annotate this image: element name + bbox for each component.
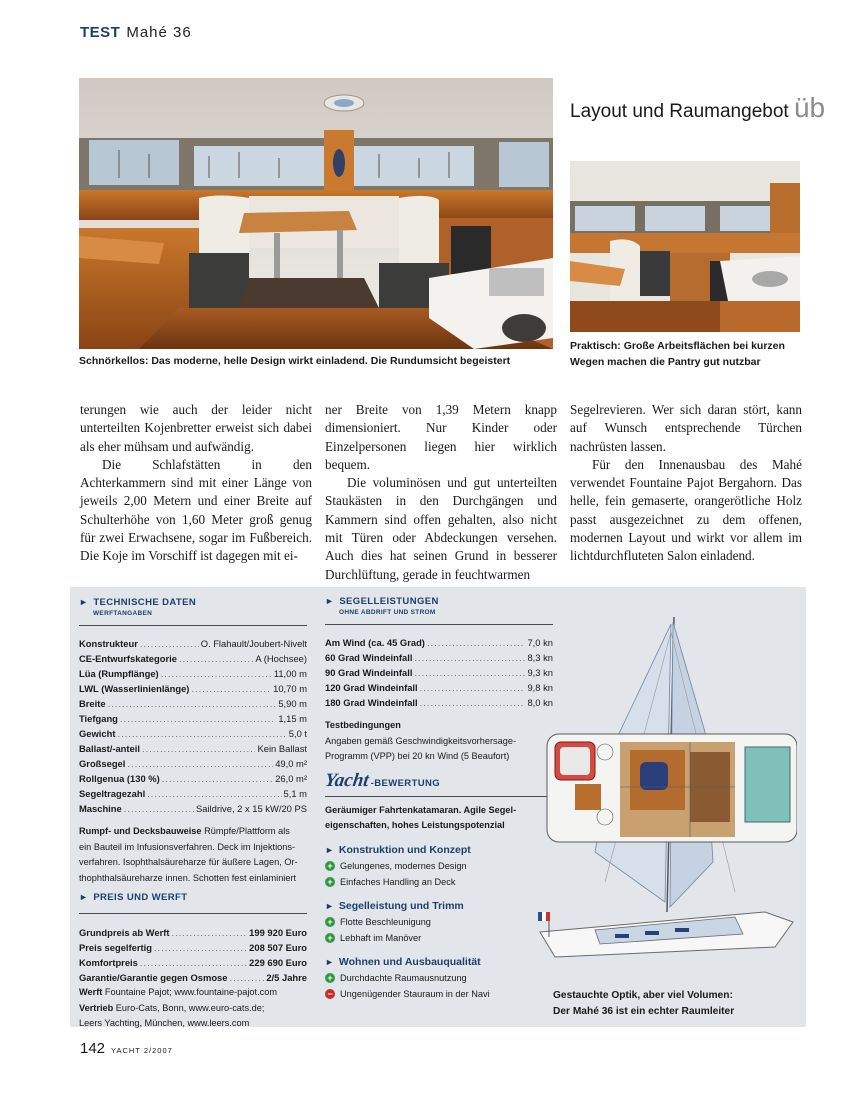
data-row bbox=[79, 756, 307, 771]
sail-table bbox=[325, 635, 553, 710]
pantry-photo bbox=[570, 161, 800, 332]
row-value: 8,0 kn bbox=[527, 697, 553, 708]
row-label: Ballast/-anteil bbox=[79, 743, 140, 754]
data-row bbox=[79, 955, 307, 970]
plus-icon: + bbox=[325, 877, 335, 887]
werft-value: Fountaine Pajot; www.fountaine-pajot.com bbox=[104, 987, 277, 997]
data-row bbox=[79, 681, 307, 696]
section-heading bbox=[570, 92, 825, 124]
dot-leader bbox=[179, 651, 253, 666]
data-row bbox=[325, 665, 553, 680]
summary-line-1: Geräumiger Fahrtenkatamaran. Agile Segel- bbox=[325, 804, 517, 815]
dot-leader bbox=[427, 635, 526, 650]
hull-label: Rumpf- und Decksbauweise bbox=[79, 826, 202, 836]
yacht-logo: Yacht bbox=[323, 769, 371, 791]
price-title: PREIS UND WERFT bbox=[93, 892, 188, 903]
dot-leader bbox=[127, 756, 273, 771]
data-row bbox=[79, 741, 307, 756]
data-row bbox=[325, 680, 553, 695]
rating-item bbox=[325, 858, 553, 874]
data-row bbox=[79, 636, 307, 651]
page-header bbox=[80, 24, 192, 42]
sail-panel bbox=[325, 596, 553, 1002]
side-photo-caption bbox=[570, 338, 810, 370]
paragraph: Die Schlafstätten in den Achterkammern sind mit einer Länge von jeweils 2,00 Metern und einer Breite auf Schulterhöhe von 1,60 Meter groß genug für zwei Erwachsene, sogar im Fußbereich. Die Koje im Vorschiff ist dagegen mit ei- bbox=[80, 456, 312, 564]
dot-leader bbox=[230, 970, 265, 985]
rating-item bbox=[325, 986, 553, 1002]
data-row bbox=[79, 925, 307, 940]
page-footer bbox=[80, 1040, 173, 1058]
dot-leader bbox=[414, 650, 525, 665]
triangle-icon: ► bbox=[325, 956, 334, 967]
dot-leader bbox=[414, 665, 525, 680]
rating-summary bbox=[325, 803, 553, 834]
paragraph: terungen wie auch der leider nicht unterteilten Kojenbretter erweist sich dabei als eher mühsam und aufwändig. bbox=[80, 402, 312, 454]
row-label: 180 Grad Windeinfall bbox=[325, 697, 418, 708]
row-label: 120 Grad Windeinfall bbox=[325, 682, 418, 693]
sail-heading bbox=[325, 596, 553, 607]
row-value: Kein Ballast bbox=[257, 743, 307, 754]
vertrieb-line-2: Leers Yachting, München, www.leers.com bbox=[79, 1018, 250, 1028]
triangle-icon: ► bbox=[79, 892, 89, 902]
paragraph: ner Breite von 1,39 Metern knapp dimensioniert. Nur Kinder oder Einzelpersonen liegen hier wirklich bequem. bbox=[325, 402, 557, 472]
row-label: LWL (Wasserlinienlänge) bbox=[79, 683, 190, 694]
row-value: 208 507 Euro bbox=[249, 942, 307, 953]
plus-icon: + bbox=[325, 861, 335, 871]
rating-item bbox=[325, 914, 553, 930]
rating-item-text: Lebhaft im Manöver bbox=[340, 932, 422, 943]
test-conditions bbox=[325, 718, 553, 765]
row-label: Konstrukteur bbox=[79, 638, 138, 649]
dot-leader bbox=[124, 801, 194, 816]
section-title: Layout und Raumangebot bbox=[570, 101, 789, 122]
data-row bbox=[325, 635, 553, 650]
rating-item-text: Gelungenes, modernes Design bbox=[340, 860, 467, 871]
row-label: Rollgenua (130 %) bbox=[79, 773, 160, 784]
row-label: Segeltragezahl bbox=[79, 788, 146, 799]
rating-group-title: Segelleistung und Trimm bbox=[338, 899, 464, 912]
row-value: 7,0 kn bbox=[527, 637, 553, 648]
rating-group-heading bbox=[325, 956, 553, 968]
side-caption-line-2: Wegen machen die Pantry gut nutzbar bbox=[570, 356, 761, 368]
price-table bbox=[79, 925, 307, 985]
dot-leader bbox=[142, 741, 256, 756]
dot-leader bbox=[420, 680, 526, 695]
tech-data-table bbox=[79, 636, 307, 816]
hull-line-4: thophthalsäureharze innen. Schotten fest einlaminiert bbox=[79, 872, 297, 883]
data-row bbox=[79, 940, 307, 955]
divider bbox=[79, 913, 307, 914]
dot-leader bbox=[171, 925, 247, 940]
sail-title: SEGELLEISTUNGEN bbox=[339, 596, 439, 607]
data-row bbox=[79, 726, 307, 741]
data-row bbox=[79, 786, 307, 801]
werft-info bbox=[79, 985, 307, 1032]
vertrieb-label: Vertrieb bbox=[79, 1002, 114, 1013]
dot-leader bbox=[117, 726, 286, 741]
tech-data-sub: WERFTANGABEN bbox=[93, 610, 153, 617]
row-label: Lüa (Rumpflänge) bbox=[79, 668, 159, 679]
side-caption-line-1: Praktisch: Große Arbeitsflächen bei kurzen bbox=[570, 340, 785, 352]
row-value: 26,0 m² bbox=[275, 773, 307, 784]
hull-line-3: verfahren. Isophthalsäureharze für äußere Lagen, Or- bbox=[79, 857, 298, 867]
row-label: Tiefgang bbox=[79, 713, 118, 724]
rating-item-text: Ungenügender Stauraum in der Navi bbox=[340, 988, 490, 999]
rating-item bbox=[325, 970, 553, 986]
rating-groups bbox=[325, 844, 553, 1002]
row-value: 10,70 m bbox=[273, 683, 307, 694]
row-value: 9,8 kn bbox=[527, 682, 553, 693]
row-label: Grundpreis ab Werft bbox=[79, 927, 170, 938]
row-label: Preis segelfertig bbox=[79, 942, 152, 953]
boat-drawings bbox=[535, 612, 797, 977]
row-label: Großsegel bbox=[79, 758, 126, 769]
row-label: 90 Grad Windeinfall bbox=[325, 667, 413, 678]
row-value: 5,1 m bbox=[283, 788, 307, 799]
rating-item-text: Durchdachte Raumausnutzung bbox=[340, 972, 467, 983]
rating-item-text: Flotte Beschleunigung bbox=[340, 916, 431, 927]
data-row bbox=[79, 666, 307, 681]
data-row bbox=[79, 970, 307, 985]
data-row bbox=[79, 651, 307, 666]
drawing-caption-line-2: Der Mahé 36 ist ein echter Raumleiter bbox=[553, 1006, 735, 1017]
test-line-1: Angaben gemäß Geschwindigkeitsvorhersage- bbox=[325, 735, 516, 746]
dot-leader bbox=[108, 696, 277, 711]
text-column-1 bbox=[80, 401, 312, 566]
plus-icon: + bbox=[325, 933, 335, 943]
summary-line-2: eigenschaften, hohes Leistungspotenzial bbox=[325, 820, 505, 830]
row-label: Garantie/Garantie gegen Osmose bbox=[79, 972, 228, 983]
data-row bbox=[325, 650, 553, 665]
minus-icon: − bbox=[325, 989, 335, 999]
row-label: 60 Grad Windeinfall bbox=[325, 652, 413, 663]
triangle-icon: ► bbox=[79, 597, 89, 607]
data-row bbox=[79, 696, 307, 711]
vertrieb-line-1: Euro-Cats, Bonn, www.euro-cats.de; bbox=[115, 1002, 265, 1013]
text-column-2 bbox=[325, 401, 557, 584]
boat-model: Mahé 36 bbox=[126, 24, 192, 41]
row-value: 5,90 m bbox=[278, 698, 307, 709]
rating-group-heading bbox=[325, 900, 553, 912]
test-title: Testbedingungen bbox=[325, 720, 401, 730]
divider bbox=[79, 625, 307, 626]
row-label: Breite bbox=[79, 698, 106, 709]
hull-line-2: ein Bauteil im Infusionsverfahren. Deck im Injektions- bbox=[79, 841, 296, 852]
row-value: 2/5 Jahre bbox=[266, 972, 307, 983]
triangle-icon: ► bbox=[325, 844, 334, 855]
tech-data-heading bbox=[79, 597, 307, 608]
dot-leader bbox=[147, 786, 281, 801]
triangle-icon: ► bbox=[325, 596, 335, 606]
row-label: CE-Entwurfskategorie bbox=[79, 653, 177, 664]
rating-group-title: Konstruktion und Konzept bbox=[338, 843, 471, 856]
row-value: A (Hochsee) bbox=[255, 653, 307, 664]
row-label: Komfortpreis bbox=[79, 957, 138, 968]
price-heading bbox=[79, 892, 307, 903]
row-value: 199 920 Euro bbox=[249, 927, 307, 938]
dot-leader bbox=[420, 695, 526, 710]
tech-data-panel bbox=[79, 597, 307, 1032]
text-column-3 bbox=[570, 401, 802, 566]
rating-item-text: Einfaches Handling an Deck bbox=[340, 876, 456, 887]
paragraph: Für den Innenausbau des Mahé verwendet Fountaine Pajot Bergahorn. Das helle, fein gemaserte, orangerötliche Holz passt ausgezeichnet zu dem offenen, modernen Layout und wirkt vor allem im lichtdurchfluteten Salon einladend. bbox=[570, 456, 802, 564]
data-row bbox=[325, 695, 553, 710]
divider bbox=[325, 624, 553, 625]
hull-line-1: Rümpfe/Plattform als bbox=[204, 826, 290, 836]
section-tag: TEST bbox=[80, 24, 121, 41]
dot-leader bbox=[140, 636, 199, 651]
test-line-2: Programm (VPP) bei 20 kn Wind (5 Beaufort) bbox=[325, 751, 510, 761]
row-value: 8,3 kn bbox=[527, 652, 553, 663]
page-number: 142 bbox=[80, 1040, 106, 1057]
issue-label: YACHT 2/2007 bbox=[111, 1046, 173, 1055]
data-row bbox=[79, 711, 307, 726]
hull-construction bbox=[79, 824, 307, 886]
row-label: Maschine bbox=[79, 803, 122, 814]
triangle-icon: ► bbox=[325, 900, 334, 911]
row-value: O. Flahault/Joubert-Nivelt bbox=[200, 638, 307, 649]
rating-heading bbox=[325, 770, 553, 792]
row-value: 49,0 m² bbox=[275, 758, 307, 769]
sail-sub: OHNE ABDRIFT UND STROM bbox=[339, 609, 436, 616]
rating-group-heading bbox=[325, 844, 553, 856]
rating-item bbox=[325, 930, 553, 946]
salon-photo bbox=[79, 78, 553, 349]
row-value: 229 690 Euro bbox=[249, 957, 307, 968]
dot-leader bbox=[162, 771, 273, 786]
werft-label: Werft bbox=[79, 987, 103, 997]
drawing-caption bbox=[553, 988, 793, 1020]
row-value: 11,00 m bbox=[273, 668, 307, 679]
row-value: 1,15 m bbox=[278, 713, 307, 724]
dot-leader bbox=[154, 940, 247, 955]
row-label: Am Wind (ca. 45 Grad) bbox=[325, 637, 425, 648]
plus-icon: + bbox=[325, 973, 335, 983]
rating-item bbox=[325, 874, 553, 890]
row-value: Saildrive, 2 x 15 kW/20 PS bbox=[196, 803, 307, 814]
dot-leader bbox=[140, 955, 247, 970]
drawing-caption-line-1: Gestauchte Optik, aber viel Volumen: bbox=[553, 990, 733, 1001]
plus-icon: + bbox=[325, 917, 335, 927]
row-label: Gewicht bbox=[79, 728, 116, 739]
dot-leader bbox=[161, 666, 272, 681]
dot-leader bbox=[191, 681, 271, 696]
section-title-initial: üb bbox=[793, 92, 826, 123]
paragraph: Segelrevieren. Wer sich daran stört, kann auf Wunsch entsprechende Türchen nachrüsten lassen. bbox=[570, 402, 802, 454]
paragraph: Die voluminösen und gut unterteilten Staukästen in den Durchgängen und Kammern sind offen gehalten, also nicht mit Türen oder Abdeckungen versehen. Auch dies hat seinen Grund in besserer Durchlüftung, gerade in feuchtwarmen bbox=[325, 475, 557, 582]
divider bbox=[325, 796, 553, 797]
data-row bbox=[79, 801, 307, 816]
tech-data-title: TECHNISCHE DATEN bbox=[93, 597, 197, 608]
dot-leader bbox=[120, 711, 276, 726]
row-value: 5,0 t bbox=[288, 728, 307, 739]
data-row bbox=[79, 771, 307, 786]
row-value: 9,3 kn bbox=[527, 667, 553, 678]
main-photo-caption: Schnörkellos: Das moderne, helle Design wirkt einladend. Die Rundumsicht begeistert bbox=[79, 355, 511, 367]
rating-group-title: Wohnen und Ausbauqualität bbox=[338, 955, 481, 968]
rating-suffix: -BEWERTUNG bbox=[370, 777, 441, 789]
